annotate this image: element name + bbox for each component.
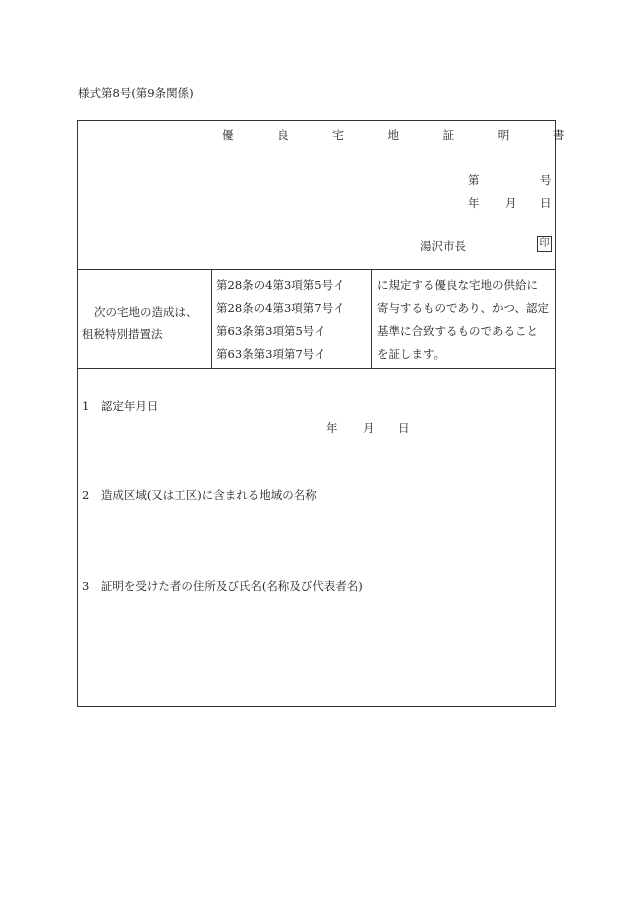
section1-label: 1 認定年月日 xyxy=(82,399,159,413)
divider-mid xyxy=(78,368,555,369)
section1-day: 日 xyxy=(398,421,410,435)
statement-line: 寄与するものであり、かつ、認定 xyxy=(377,301,550,315)
intro-line-2: 租税特別措置法 xyxy=(82,327,163,341)
article-item: 第28条の4第3項第7号イ xyxy=(216,301,345,315)
statement-line: 基準に合致するものであること xyxy=(377,324,538,338)
issue-day: 日 xyxy=(540,196,552,210)
seal-mark: 印 xyxy=(537,236,552,252)
intro-line-1: 次の宅地の造成は、 xyxy=(94,305,198,319)
number-suffix: 号 xyxy=(540,173,552,187)
issue-year: 年 xyxy=(468,196,480,210)
section1-month: 月 xyxy=(363,421,375,435)
divider-v1 xyxy=(211,269,212,368)
number-prefix: 第 xyxy=(468,173,480,187)
issue-month: 月 xyxy=(505,196,517,210)
article-item: 第63条第3項第5号イ xyxy=(216,324,326,338)
article-list xyxy=(216,274,345,366)
form-label: 様式第8号(第9条関係) xyxy=(78,86,194,100)
issuer-name: 湯沢市長 xyxy=(420,239,466,253)
statement-line: を証します。 xyxy=(377,347,446,361)
certificate-title: 優 良 宅 地 証 明 書 xyxy=(222,128,585,142)
article-item: 第28条の4第3項第5号イ xyxy=(216,278,345,292)
divider-v2 xyxy=(371,269,372,368)
article-item: 第63条第3項第7号イ xyxy=(216,347,326,361)
section2-label: 2 造成区域(又は工区)に含まれる地域の名称 xyxy=(82,488,317,502)
section1-year: 年 xyxy=(326,421,338,435)
statement-text xyxy=(377,274,549,366)
section3-label: 3 証明を受けた者の住所及び氏名(名称及び代表者名) xyxy=(82,579,363,593)
divider-top xyxy=(78,269,555,270)
statement-line: に規定する優良な宅地の供給に xyxy=(377,278,538,292)
